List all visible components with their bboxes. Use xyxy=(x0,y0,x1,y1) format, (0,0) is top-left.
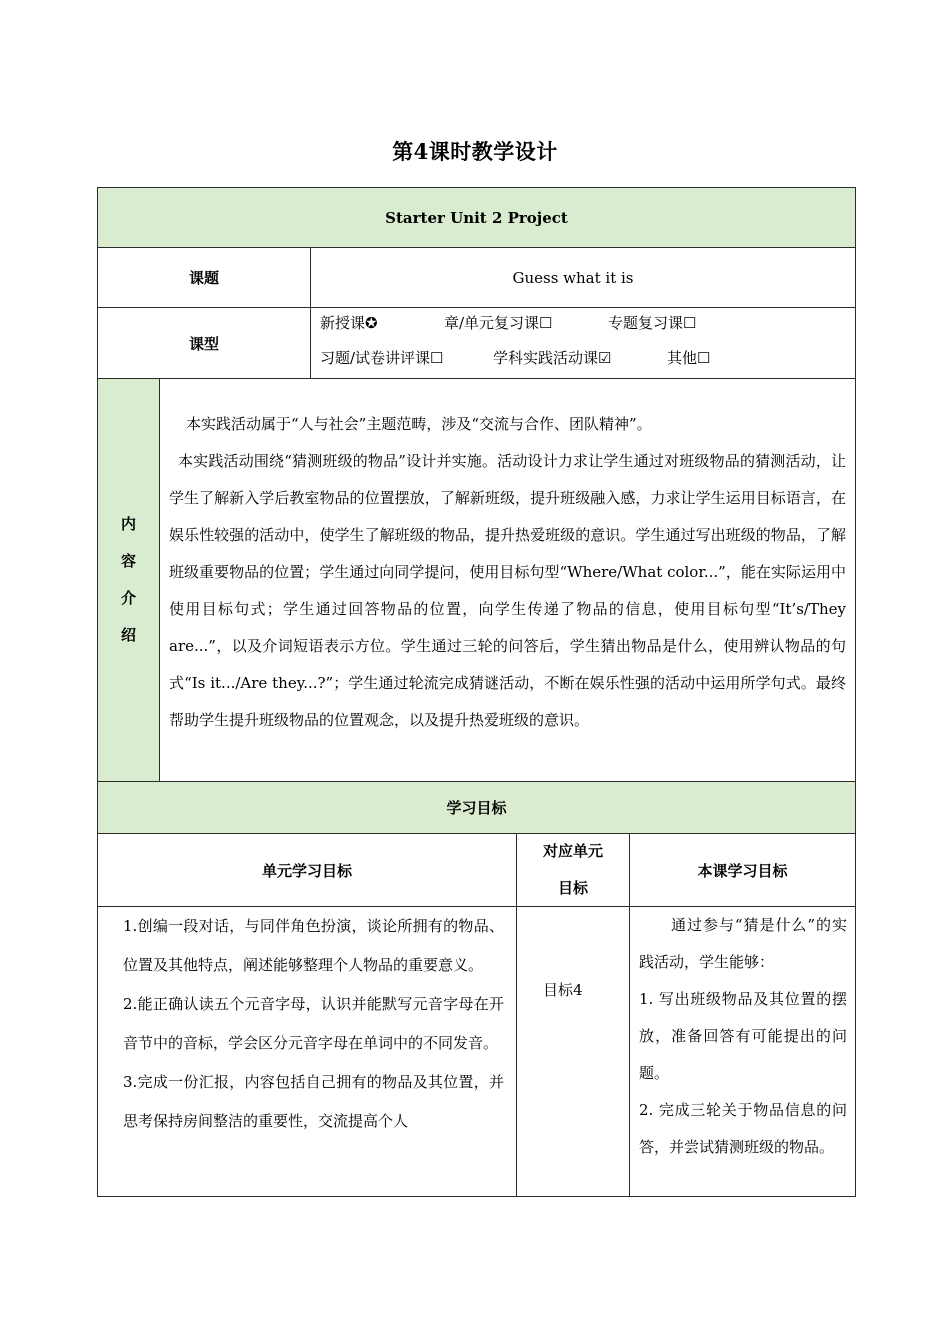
mapped-goals-header: 对应单元 目标 xyxy=(516,833,630,907)
lesson-type-option-practice: 学科实践活动课☑ xyxy=(493,349,612,367)
lesson-type-option-new: 新授课✪ xyxy=(320,314,378,332)
lesson-type-option-exercise-review: 习题/试卷讲评课☐ xyxy=(320,349,444,367)
lesson-goals-cell xyxy=(629,906,856,1197)
table-header-row xyxy=(97,187,856,248)
lesson-goal-1: 1. 写出班级物品及其位置的摆放，准备回答有可能提出的问题。 xyxy=(639,990,847,1082)
topic-label-cell xyxy=(97,247,311,308)
objectives-title: 学习目标 xyxy=(446,799,507,817)
mapped-goals-cell xyxy=(516,906,630,1197)
lesson-goal-2: 2. 完成三轮关于物品信息的问答，并尝试猜测班级的物品。 xyxy=(639,1101,847,1156)
unit-goals-header: 单元学习目标 xyxy=(97,833,517,907)
lesson-type-option-other: 其他☐ xyxy=(667,349,711,367)
lesson-type-option-unit-review: 章/单元复习课☐ xyxy=(444,314,553,332)
topic-value-cell xyxy=(310,247,856,308)
intro-label: 内 容 介 绍 xyxy=(120,515,136,644)
lesson-type-options-cell xyxy=(310,307,856,379)
unit-goal-2: 2.能正确认读五个元音字母，认识并能默写元音字母在开音节中的音标，学会区分元音字母在单词中的不同发音。 xyxy=(123,995,504,1052)
objectives-header-row xyxy=(97,781,856,834)
lesson-goals-header: 本课学习目标 xyxy=(629,833,856,907)
lesson-type-label: 课型 xyxy=(188,334,219,353)
unit-goal-3: 3.完成一份汇报，内容包括自己拥有的物品及其位置，并思考保持房间整洁的重要性，交流提高个人 xyxy=(123,1073,504,1130)
intro-label-cell xyxy=(97,378,160,782)
intro-content-cell xyxy=(159,378,856,782)
topic-label: 课题 xyxy=(188,269,219,287)
intro-paragraph-2: 本实践活动围绕“猜测班级的物品”设计并实施。活动设计力求让学生通过对班级物品的猜测活动，让学生了解新入学后教室物品的位置摆放，了解新班级，提升班级融入感，力求让学生运用目标语言，在娱乐性较强的活动中，使学生了解班级的物品，提升热爱班级的意识。学生通过写出班级的物品，了解班级重要物品的位置；学生通过向同学提问，使用目标句型“Where/What color...”，能在实际运用中使用目标句式；学生通过回答物品的位置，向学生传递了物品的信息，使用目标句型“It’s/They are...”，以及介词短语表示方位。学生通过三轮的问答后，学生猜出物品是什么，使用辨认物品的句式“Is it.../Are they...?”；学生通过轮流完成猜谜活动，不断在娱乐性强的活动中运用所学句式。最终帮助学生提升班级物品的位置观念，以及提升热爱班级的意识。 xyxy=(169,452,846,729)
lesson-type-label-cell xyxy=(97,307,311,379)
mapped-goal: 目标4 xyxy=(543,981,583,999)
unit-title: Starter Unit 2 Project xyxy=(385,208,568,227)
lesson-type-option-topic-review: 专题复习课☐ xyxy=(608,314,697,332)
lesson-goals-intro: 通过参与“猜是什么”的实践活动，学生能够： xyxy=(639,916,847,971)
topic-value: Guess what it is xyxy=(512,268,634,287)
unit-goals-cell xyxy=(97,906,517,1197)
page-title: 第4课时教学设计 xyxy=(392,139,558,164)
intro-paragraph-1: 本实践活动属于“人与社会”主题范畴，涉及“交流与合作、团队精神”。 xyxy=(186,415,652,433)
unit-goal-1: 1.创编一段对话，与同伴角色扮演，谈论所拥有的物品、位置及其他特点，阐述能够整理个人物品的重要意义。 xyxy=(123,917,504,974)
